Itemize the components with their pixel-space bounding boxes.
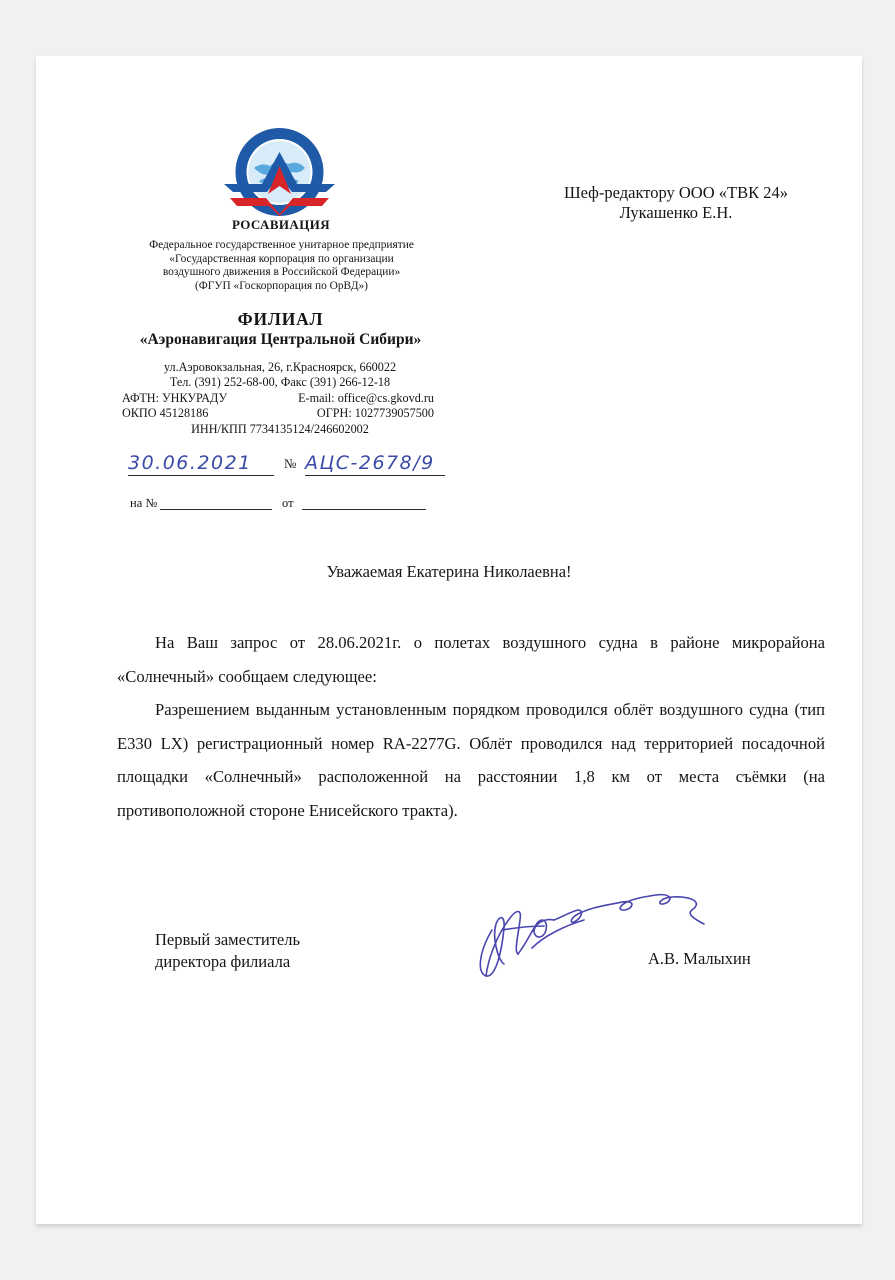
reference-line	[130, 496, 434, 512]
signatory-name: А.В. Малыхин	[648, 949, 751, 968]
recipient-line: Лукашенко Е.Н.	[619, 203, 733, 222]
recipient-line: Шеф-редактору ООО «ТВК 24»	[564, 183, 788, 202]
agency-name: РОСАВИАЦИЯ	[231, 217, 331, 232]
handwritten-signature	[474, 890, 710, 986]
organization-block	[118, 239, 445, 293]
signatory-title-line: директора филиала	[155, 952, 291, 971]
letter-body	[117, 626, 825, 827]
ref-date-blank	[302, 509, 426, 510]
aftn-email-row	[114, 391, 446, 406]
ref-number-blank	[160, 509, 272, 510]
ogrn: ОГРН: 1027739057500	[316, 406, 434, 421]
reg-date: 30.06.2021	[128, 452, 274, 476]
org-line: (ФГУП «Госкорпорация по ОрВД»)	[195, 279, 368, 292]
registration-line	[128, 454, 448, 478]
body-paragraph: На Ваш запрос от 28.06.2021г. о полетах воздушного судна в районе микрорайона «Солнечный» сообщаем следующее:	[117, 633, 825, 686]
reg-number-label: №	[284, 456, 297, 471]
gos-orvd-emblem-icon	[222, 124, 337, 216]
recipient-block	[536, 183, 816, 223]
email: E-mail: office@cs.gkovd.ru	[298, 390, 434, 405]
branch-name: «Аэронавигация Центральной Сибири»	[139, 331, 422, 348]
contacts-block	[114, 360, 446, 437]
org-line: «Государственная корпорация по организации	[169, 252, 394, 265]
inn-kpp: ИНН/КПП 7734135124/246602002	[191, 421, 369, 436]
signatory-title-line: Первый заместитель	[155, 930, 300, 949]
okpo-ogrn-row	[114, 406, 446, 421]
signatory-title	[155, 929, 300, 973]
reg-number: АЦС-2678/9	[305, 452, 445, 476]
phone-fax: Тел. (391) 252-68-00, Факс (391) 266-12-18	[169, 375, 391, 390]
okpo: ОКПО 45128186	[122, 406, 209, 421]
body-paragraph: Разрешением выданным установленным порядком проводился облёт воздушного судна (тип E330 LX) регистрационный номер RA-2277G. Облёт проводился над территорией посадочной площадки «Солнечный» расположенной на расстоянии 1,8 км от места съёмки (на противоположной стороне Енисейского тракта).	[117, 700, 825, 820]
branch-title: ФИЛИАЛ	[237, 309, 324, 329]
logo-arc-text: ГОСКОР по ОРВД	[232, 124, 327, 150]
ref-number-label: на №	[130, 496, 158, 510]
aftn: АФТН: УНКУРАДУ	[122, 390, 228, 405]
org-line: воздушного движения в Российской Федерации»	[162, 266, 401, 279]
ref-from-label: от	[282, 496, 294, 510]
org-line: Федеральное государственное унитарное предприятие	[149, 239, 414, 251]
letter-page	[36, 56, 862, 1224]
address: ул.Аэровокзальная, 26, г.Красноярск, 660022	[163, 360, 397, 374]
greeting: Уважаемая Екатерина Николаевна!	[326, 562, 572, 581]
